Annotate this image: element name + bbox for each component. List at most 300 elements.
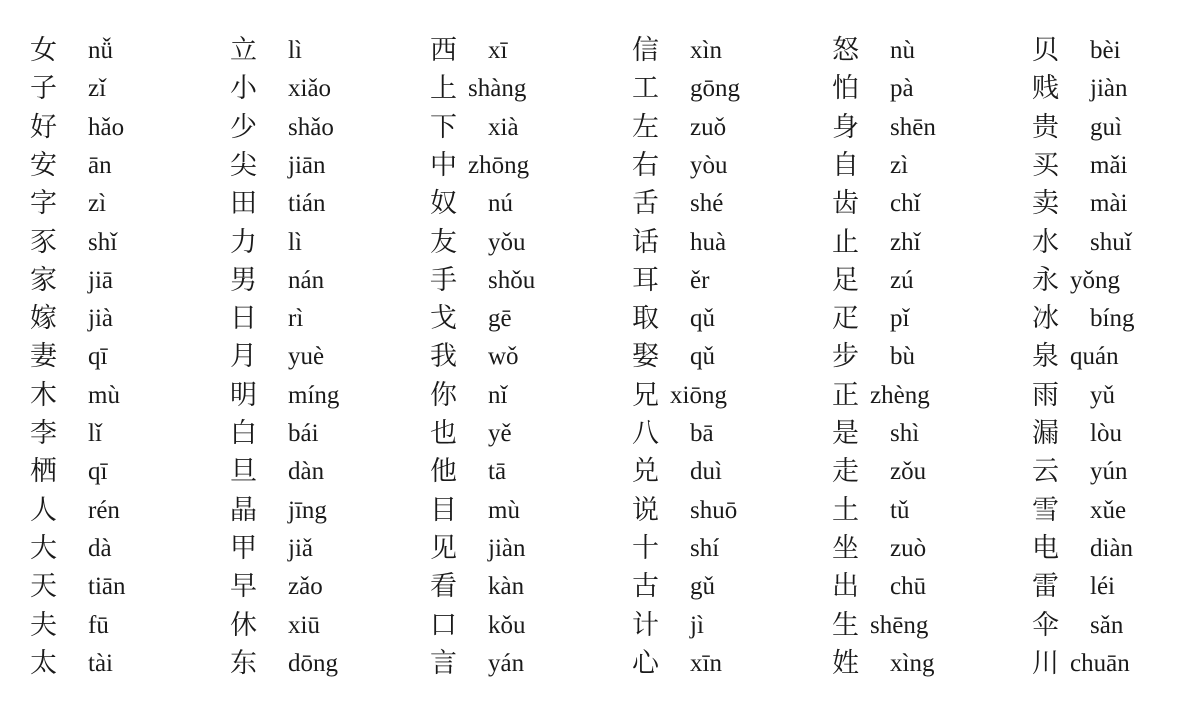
hanzi-character: 娶 [632, 341, 659, 372]
hanzi-character: 取 [632, 303, 659, 334]
char-entry [30, 645, 225, 683]
hanzi-character: 我 [430, 341, 457, 372]
pinyin-reading: shǐ [88, 229, 118, 256]
pinyin-reading: shēn [890, 114, 936, 141]
hanzi-character: 泉 [1032, 341, 1059, 372]
hanzi-character: 奴 [430, 188, 457, 219]
pinyin-reading: zhǐ [890, 229, 921, 256]
char-entry [230, 492, 425, 530]
char-entry [832, 377, 1027, 415]
pinyin-reading: duì [690, 458, 722, 485]
hanzi-character: 也 [430, 418, 457, 449]
char-entry [30, 185, 225, 223]
hanzi-character: 是 [832, 418, 859, 449]
pinyin-reading: qī [88, 458, 108, 485]
hanzi-character: 手 [430, 265, 457, 296]
hanzi-character: 豕 [30, 227, 57, 258]
hanzi-character: 兄 [632, 380, 659, 411]
char-entry [430, 453, 625, 491]
pinyin-reading: shé [690, 190, 724, 217]
hanzi-character: 下 [430, 112, 457, 143]
pinyin-reading: zú [890, 267, 914, 294]
pinyin-reading: mù [488, 497, 520, 524]
char-entry [430, 109, 625, 147]
pinyin-reading: nù [890, 37, 915, 64]
char-entry [230, 645, 425, 683]
hanzi-character: 古 [632, 571, 659, 602]
pinyin-reading: fū [88, 612, 109, 639]
hanzi-character: 上 [430, 73, 457, 104]
hanzi-character: 友 [430, 227, 457, 258]
pinyin-reading: jì [690, 612, 704, 639]
pinyin-reading: nán [288, 267, 325, 294]
char-entry [430, 147, 625, 185]
pinyin-reading: yún [1090, 458, 1128, 485]
pinyin-reading: bái [288, 420, 319, 447]
pinyin-reading: lì [288, 229, 302, 256]
char-entry [832, 32, 1027, 70]
pinyin-reading: míng [288, 382, 340, 409]
hanzi-character: 耳 [632, 265, 659, 296]
char-entry [632, 185, 827, 223]
char-entry [632, 70, 827, 108]
pinyin-reading: zhèng [870, 382, 930, 409]
hanzi-character: 小 [230, 73, 257, 104]
column-1 [30, 32, 225, 698]
hanzi-character: 尖 [230, 150, 257, 181]
pinyin-reading: zhōng [468, 152, 530, 179]
hanzi-character: 力 [230, 227, 257, 258]
char-entry [1032, 453, 1200, 491]
hanzi-character: 坐 [832, 533, 859, 564]
column-3 [430, 32, 625, 698]
hanzi-character: 大 [30, 533, 57, 564]
hanzi-character: 戈 [430, 303, 457, 334]
char-entry [30, 492, 225, 530]
char-entry [1032, 530, 1200, 568]
pinyin-reading: nǐ [488, 382, 508, 409]
pinyin-reading: shì [890, 420, 920, 447]
char-entry [832, 185, 1027, 223]
char-entry [632, 300, 827, 338]
hanzi-character: 夫 [30, 610, 57, 641]
hanzi-character: 中 [430, 150, 457, 181]
char-entry [430, 300, 625, 338]
hanzi-character: 子 [30, 73, 57, 104]
hanzi-character: 东 [230, 648, 257, 679]
char-entry [430, 492, 625, 530]
char-entry [832, 109, 1027, 147]
hanzi-character: 早 [230, 571, 257, 602]
char-entry [430, 262, 625, 300]
pinyin-reading: qǔ [690, 305, 715, 332]
char-entry [30, 262, 225, 300]
pinyin-reading: chuān [1070, 650, 1130, 677]
hanzi-character: 女 [30, 35, 57, 66]
char-entry [632, 645, 827, 683]
hanzi-character: 八 [632, 418, 659, 449]
hanzi-character: 舌 [632, 188, 659, 219]
pinyin-reading: dōng [288, 650, 338, 677]
hanzi-character: 走 [832, 456, 859, 487]
pinyin-reading: xiōng [670, 382, 727, 409]
pinyin-reading: tǔ [890, 497, 910, 524]
hanzi-character: 李 [30, 418, 57, 449]
char-entry [1032, 185, 1200, 223]
hanzi-character: 休 [230, 610, 257, 641]
hanzi-character: 止 [832, 227, 859, 258]
hanzi-character: 目 [430, 495, 457, 526]
pinyin-reading: shǎo [288, 114, 334, 141]
hanzi-character: 人 [30, 495, 57, 526]
char-entry [1032, 262, 1200, 300]
hanzi-character: 男 [230, 265, 257, 296]
char-entry [230, 262, 425, 300]
char-entry [632, 453, 827, 491]
char-entry [30, 338, 225, 376]
hanzi-character: 卖 [1032, 188, 1059, 219]
hanzi-character: 永 [1032, 265, 1059, 296]
pinyin-reading: ān [88, 152, 112, 179]
pinyin-reading: chū [890, 573, 927, 600]
hanzi-character: 言 [430, 648, 457, 679]
char-entry [430, 377, 625, 415]
char-entry [430, 607, 625, 645]
pinyin-reading: xiǎo [288, 75, 332, 102]
char-entry [832, 147, 1027, 185]
pinyin-reading: shuǐ [1090, 229, 1132, 256]
hanzi-character: 看 [430, 571, 457, 602]
pinyin-reading: rì [288, 305, 304, 332]
hanzi-character: 伞 [1032, 610, 1059, 641]
char-entry [632, 224, 827, 262]
hanzi-character: 步 [832, 341, 859, 372]
hanzi-character: 安 [30, 150, 57, 181]
char-entry [1032, 70, 1200, 108]
pinyin-reading: yòu [690, 152, 728, 179]
char-entry [1032, 32, 1200, 70]
char-entry [832, 300, 1027, 338]
char-entry [230, 377, 425, 415]
hanzi-character: 你 [430, 380, 457, 411]
column-4 [632, 32, 827, 698]
character-pinyin-table [30, 32, 1190, 698]
char-entry [832, 70, 1027, 108]
hanzi-character: 心 [632, 648, 659, 679]
char-entry [832, 262, 1027, 300]
hanzi-character: 晶 [230, 495, 257, 526]
pinyin-reading: gē [488, 305, 512, 332]
char-entry [832, 415, 1027, 453]
char-entry [430, 70, 625, 108]
hanzi-character: 雪 [1032, 495, 1059, 526]
pinyin-reading: yuè [288, 343, 325, 370]
char-entry [1032, 147, 1200, 185]
pinyin-reading: shí [690, 535, 720, 562]
pinyin-reading: zuò [890, 535, 927, 562]
pinyin-reading: shuō [690, 497, 738, 524]
pinyin-reading: mǎi [1090, 152, 1128, 179]
char-entry [832, 224, 1027, 262]
hanzi-character: 贵 [1032, 112, 1059, 143]
char-entry [632, 32, 827, 70]
char-entry [30, 607, 225, 645]
char-entry [30, 224, 225, 262]
pinyin-reading: bā [690, 420, 714, 447]
hanzi-character: 口 [430, 610, 457, 641]
char-entry [430, 185, 625, 223]
hanzi-character: 计 [632, 610, 659, 641]
pinyin-reading: wǒ [488, 343, 519, 370]
pinyin-reading: diàn [1090, 535, 1134, 562]
hanzi-character: 见 [430, 533, 457, 564]
pinyin-reading: xīn [690, 650, 722, 677]
pinyin-reading: jiàn [488, 535, 526, 562]
char-entry [1032, 109, 1200, 147]
pinyin-reading: tiān [88, 573, 126, 600]
char-entry [1032, 415, 1200, 453]
pinyin-reading: tián [288, 190, 326, 217]
char-entry [30, 568, 225, 606]
pinyin-reading: zǐ [88, 75, 107, 102]
hanzi-character: 出 [832, 571, 859, 602]
hanzi-character: 日 [230, 303, 257, 334]
pinyin-reading: zǎo [288, 573, 323, 600]
pinyin-reading: xiū [288, 612, 320, 639]
char-entry [632, 147, 827, 185]
pinyin-reading: qǔ [690, 343, 715, 370]
char-entry [30, 530, 225, 568]
char-entry [30, 453, 225, 491]
pinyin-reading: xìn [690, 37, 722, 64]
hanzi-character: 怒 [832, 35, 859, 66]
pinyin-reading: zì [890, 152, 909, 179]
char-entry [30, 415, 225, 453]
char-entry [430, 530, 625, 568]
hanzi-character: 太 [30, 648, 57, 679]
char-entry [30, 377, 225, 415]
char-entry [632, 109, 827, 147]
char-entry [430, 415, 625, 453]
pinyin-reading: shàng [468, 75, 527, 102]
column-2 [230, 32, 425, 698]
char-entry [430, 568, 625, 606]
hanzi-character: 说 [632, 495, 659, 526]
hanzi-character: 西 [430, 35, 457, 66]
hanzi-character: 旦 [230, 456, 257, 487]
hanzi-character: 十 [632, 533, 659, 564]
char-entry [632, 262, 827, 300]
pinyin-reading: hǎo [88, 114, 125, 141]
hanzi-character: 身 [832, 112, 859, 143]
pinyin-reading: zuǒ [690, 114, 727, 141]
column-5 [832, 32, 1027, 698]
char-entry [230, 185, 425, 223]
char-entry [632, 338, 827, 376]
pinyin-reading: ěr [690, 267, 710, 294]
hanzi-character: 疋 [832, 303, 859, 334]
hanzi-character: 云 [1032, 456, 1059, 487]
hanzi-character: 白 [230, 418, 257, 449]
char-entry [30, 300, 225, 338]
char-entry [430, 224, 625, 262]
pinyin-reading: bèi [1090, 37, 1121, 64]
char-entry [230, 338, 425, 376]
hanzi-character: 甲 [230, 533, 257, 564]
char-entry [30, 109, 225, 147]
pinyin-reading: xǔe [1090, 497, 1127, 524]
hanzi-character: 天 [30, 571, 57, 602]
pinyin-reading: pǐ [890, 305, 910, 332]
char-entry [430, 645, 625, 683]
pinyin-reading: quán [1070, 343, 1119, 370]
hanzi-character: 买 [1032, 150, 1059, 181]
hanzi-character: 字 [30, 188, 57, 219]
pinyin-reading: yǒng [1070, 267, 1120, 294]
hanzi-character: 月 [230, 341, 257, 372]
pinyin-reading: bíng [1090, 305, 1135, 332]
hanzi-character: 怕 [832, 73, 859, 104]
hanzi-character: 水 [1032, 227, 1059, 258]
char-entry [230, 453, 425, 491]
pinyin-reading: yán [488, 650, 525, 677]
pinyin-reading: rén [88, 497, 120, 524]
char-entry [230, 109, 425, 147]
char-entry [632, 568, 827, 606]
char-entry [230, 568, 425, 606]
pinyin-reading: xià [488, 114, 519, 141]
char-entry [230, 70, 425, 108]
pinyin-reading: xī [488, 37, 508, 64]
char-entry [1032, 568, 1200, 606]
char-entry [832, 568, 1027, 606]
pinyin-reading: chǐ [890, 190, 921, 217]
char-entry [230, 224, 425, 262]
hanzi-character: 话 [632, 227, 659, 258]
pinyin-reading: dàn [288, 458, 325, 485]
hanzi-character: 自 [832, 150, 859, 181]
hanzi-character: 土 [832, 495, 859, 526]
pinyin-reading: kàn [488, 573, 525, 600]
pinyin-reading: shēng [870, 612, 929, 639]
hanzi-character: 妻 [30, 341, 57, 372]
char-entry [1032, 607, 1200, 645]
pinyin-reading: nǚ [88, 37, 113, 64]
pinyin-reading: nú [488, 190, 513, 217]
char-entry [632, 415, 827, 453]
char-entry [1032, 338, 1200, 376]
hanzi-character: 漏 [1032, 418, 1059, 449]
hanzi-character: 兑 [632, 456, 659, 487]
char-entry [1032, 492, 1200, 530]
char-entry [1032, 377, 1200, 415]
hanzi-character: 好 [30, 112, 57, 143]
char-entry [430, 338, 625, 376]
char-entry [832, 645, 1027, 683]
pinyin-reading: jiā [88, 267, 113, 294]
pinyin-reading: lòu [1090, 420, 1122, 447]
pinyin-reading: lǐ [88, 420, 102, 447]
pinyin-reading: xìng [890, 650, 935, 677]
char-entry [632, 377, 827, 415]
hanzi-character: 贝 [1032, 35, 1059, 66]
pinyin-reading: jiān [288, 152, 326, 179]
hanzi-character: 左 [632, 112, 659, 143]
pinyin-reading: kǒu [488, 612, 526, 639]
pinyin-reading: shǒu [488, 267, 536, 294]
hanzi-character: 雨 [1032, 380, 1059, 411]
char-entry [632, 530, 827, 568]
char-entry [1032, 645, 1200, 683]
pinyin-reading: bù [890, 343, 915, 370]
char-entry [230, 415, 425, 453]
char-entry [230, 32, 425, 70]
hanzi-character: 电 [1032, 533, 1059, 564]
hanzi-character: 明 [230, 380, 257, 411]
pinyin-reading: mù [88, 382, 120, 409]
char-entry [632, 492, 827, 530]
pinyin-reading: gōng [690, 75, 740, 102]
char-entry [832, 530, 1027, 568]
char-entry [1032, 300, 1200, 338]
pinyin-reading: jīng [288, 497, 327, 524]
pinyin-reading: tā [488, 458, 507, 485]
hanzi-character: 工 [632, 73, 659, 104]
pinyin-reading: jià [88, 305, 113, 332]
pinyin-reading: guì [1090, 114, 1122, 141]
char-entry [230, 147, 425, 185]
char-entry [430, 32, 625, 70]
char-entry [832, 607, 1027, 645]
char-entry [230, 530, 425, 568]
pinyin-reading: jiǎ [288, 535, 313, 562]
pinyin-reading: yǔ [1090, 382, 1115, 409]
pinyin-reading: mài [1090, 190, 1128, 217]
hanzi-character: 栖 [30, 456, 57, 487]
char-entry [230, 300, 425, 338]
hanzi-character: 右 [632, 150, 659, 181]
pinyin-reading: lì [288, 37, 302, 64]
hanzi-character: 家 [30, 265, 57, 296]
hanzi-character: 少 [230, 112, 257, 143]
char-entry [1032, 224, 1200, 262]
char-entry [30, 32, 225, 70]
pinyin-reading: jiàn [1090, 75, 1128, 102]
pinyin-reading: tài [88, 650, 113, 677]
char-entry [832, 338, 1027, 376]
char-entry [832, 492, 1027, 530]
pinyin-reading: sǎn [1090, 612, 1124, 639]
pinyin-reading: yǒu [488, 229, 526, 256]
hanzi-character: 雷 [1032, 571, 1059, 602]
hanzi-character: 田 [230, 188, 257, 219]
hanzi-character: 立 [230, 35, 257, 66]
char-entry [30, 147, 225, 185]
hanzi-character: 姓 [832, 648, 859, 679]
pinyin-reading: huà [690, 229, 727, 256]
pinyin-reading: gǔ [690, 573, 715, 600]
hanzi-character: 嫁 [30, 303, 57, 334]
column-6 [1032, 32, 1200, 698]
hanzi-character: 贱 [1032, 73, 1059, 104]
pinyin-reading: dà [88, 535, 112, 562]
char-entry [832, 453, 1027, 491]
pinyin-reading: zǒu [890, 458, 927, 485]
pinyin-reading: pà [890, 75, 914, 102]
pinyin-reading: zì [88, 190, 107, 217]
char-entry [632, 607, 827, 645]
char-entry [30, 70, 225, 108]
